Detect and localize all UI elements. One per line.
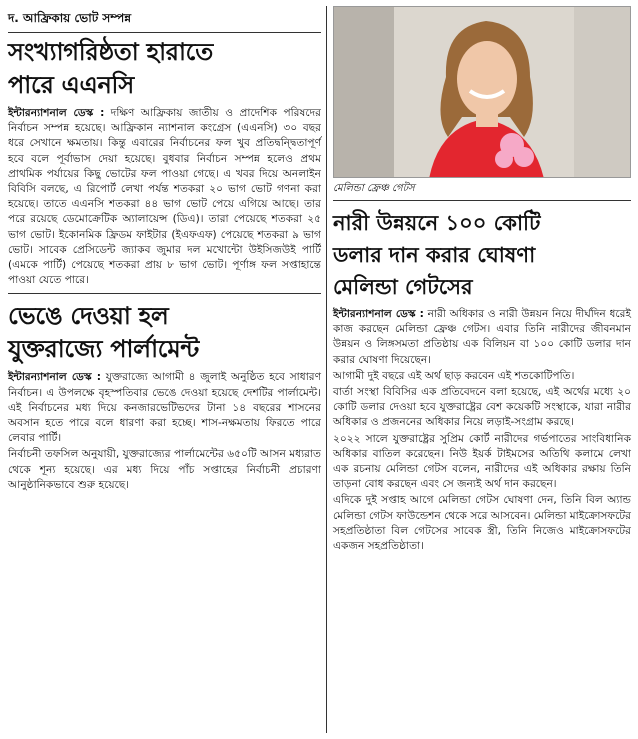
story3-body-5: এদিকে দুই সপ্তাহ আগে মেলিন্ডা গেটস ঘোষণা দেন, তিনি বিল অ্যান্ড মেলিন্ডা গেটস ফাউন্ডেশন থেকে সরে আসবেন। মেলিন্ডা মাইক্রোসফটের সহপ্রতিষ্ঠাতা বিল গেটসের সাবেক স্ত্রী, তিনি নিজেও মাইক্রোসফটের একজন সহপ্রতিষ্ঠাতা। xyxy=(333,494,632,553)
story2-headline xyxy=(8,300,321,366)
column-divider xyxy=(326,6,327,733)
portrait-image xyxy=(334,7,631,178)
story1-headline xyxy=(8,36,321,102)
headline-line: নারী উন্নয়নে ১০০ কোটি xyxy=(333,211,541,235)
body-text: যুক্তরাজ্যে আগামী ৪ জুলাই অনুষ্ঠিত হবে সাধারণ নির্বাচন। এ উপলক্ষে বৃহস্পতিবার ভেঙে দেওয়া হয়েছে দেশটির পার্লামেন্ট। এই নির্বাচনের মধ্য দিয়ে কনজারভেটিভদের টানা ১৪ বছরের শাসনের অবসান হতে পারে বলে ধারণা করা হচ্ছে। শাস-নক্ষমতায় ফিরতে পারে লেবার পার্টি। xyxy=(8,371,322,445)
right-column xyxy=(333,6,631,555)
kicker: দ. আফ্রিকায় ভোট সম্পন্ন xyxy=(8,11,132,25)
story3-body xyxy=(333,307,631,368)
headline-line: ভেঙে দেওয়া হল xyxy=(8,302,169,331)
divider xyxy=(8,32,321,33)
divider xyxy=(8,293,321,294)
divider xyxy=(333,200,631,201)
story2-body-2: নির্বাচনী তফসিল অনুযায়ী, যুক্তরাজ্যের পার্লামেন্টের ৬৫০টি আসন মধ্যরাত থেকে শূন্য হয়েছে। এর মধ্য দিয়ে পাঁচ সপ্তাহের নির্বাচনী প্রচারণা আনুষ্ঠানিকভাবে শুরু হয়েছে। xyxy=(8,448,321,491)
melinda-gates-photo xyxy=(333,6,631,178)
headline-line: সংখ্যাগরিষ্ঠতা হারাতে xyxy=(8,38,214,66)
byline: ইন্টারন্যাশনাল ডেস্ক : xyxy=(8,107,105,119)
story3-body-4: ২০২২ সালে যুক্তরাষ্ট্রের সুপ্রিম কোর্ট নারীদের গর্ভপাতের সাংবিধানিক অধিকার বাতিল করেছেন। নিউ ইয়র্ক টাইমসের অতিথি কলামে লেখা এক রচনায় মেলিন্ডা গেটস বলেন, নারীদের এই অধিকার রক্ষায় তিনি তাড়না বোধ করছেন এবং সে জন্যই অর্থ দান করছেন। xyxy=(333,432,631,491)
headline-line: যুক্তরাজ্যে পার্লামেন্ট xyxy=(8,335,199,364)
story3-headline xyxy=(333,207,631,303)
headline-line: পারে এএনসি xyxy=(8,71,134,99)
left-column xyxy=(8,6,321,494)
story3-body-2: আগামী দুই বছরে এই অর্থ ছাড় করবেন এই শতকোটিপতি। xyxy=(333,369,575,382)
story2-body xyxy=(8,370,321,446)
byline: ইন্টারন্যাশনাল ডেস্ক : xyxy=(333,308,424,320)
headline-line: ডলার দান করার ঘোষণা xyxy=(333,243,536,267)
story3-body-3: বার্তা সংস্থা বিবিসির এক প্রতিবেদনে বলা হয়েছে, এই অর্থের মধ্যে ২০ কোটি ডলার দেওয়া হবে যুক্তরাষ্ট্রের বেশ কয়েকটি সংস্থাকে, যারা নারীর অধিকার ও প্রজননের অধিকার নিয়ে লড়াই-সংগ্রাম করছে। xyxy=(333,386,631,429)
story1-body xyxy=(8,106,321,288)
headline-line: মেলিন্ডা গেটসের xyxy=(333,275,473,299)
byline: ইন্টারন্যাশনাল ডেস্ক : xyxy=(8,371,101,384)
body-text: নারী অধিকার ও নারী উন্নয়ন নিয়ে দীর্ঘদিন ধরেই কাজ করছেন মেলিন্ডা ফ্রেঞ্চ গেটস। এবার তিনি নারীদের জীবনমান উন্নয়ন ও লিঙ্গসমতা প্রতিষ্ঠায় এক বিলিয়ন বা ১০০ কোটি ডলার দান করার ঘোষণা দিয়েছেন। xyxy=(333,308,631,366)
photo-caption: মেলিন্ডা ফ্রেঞ্চ গেটস xyxy=(333,183,415,194)
body-text: দক্ষিণ আফ্রিকায় জাতীয় ও প্রাদেশিক পরিষদের নির্বাচন সম্পন্ন হয়েছে। আফ্রিকান ন্যাশনাল কংগ্রেস (এএনসি) ৩০ বছর ধরে সেখানে ক্ষমতায়। কিন্তু এবারের নির্বাচনের ফল খুব প্রতিদ্বন্দ্বিতাপূর্ণ হবে বলে পূর্বাভাস দেয়া হয়েছে। বুধবার নির্বাচন সম্পন্ন হলেও প্রথম প্রাথমিক পর্যায়ের কিছু ভোটের ফল পাওয়া গেছে। এ খবর দিয়ে অনলাইন বিবিসি বলছে, এ রিপোর্ট লেখা পর্যন্ত শতকরা ২০ ভাগ ভোট গণনা করা হয়েছে। তাতে এএনসি শতকরা ৪৪ ভাগ ভোট পেয়ে এগিয়ে আছে। তার পরে রয়েছে ডেমোক্রেটিক অ্যালায়েন্স (ডিএ)। তারা পেয়েছে শতকরা ২৫ ভাগ ভোট। ইকোনমিক ফ্রিডম ফাইটার (ইএফএফ) পেয়েছে শতকরা ৯ ভাগ ভোট। সাবেক প্রেসিডেন্ট জ্যাকব জুমার দল মখোন্টো উইসিজউই পার্টি (এমকে পার্টি) পেয়েছে শতকরা প্রায় ৮ ভাগ ভোট। পূর্ণাঙ্গ ফল সপ্তাহান্তে পাওয়া যেতে পারে। xyxy=(8,107,321,287)
